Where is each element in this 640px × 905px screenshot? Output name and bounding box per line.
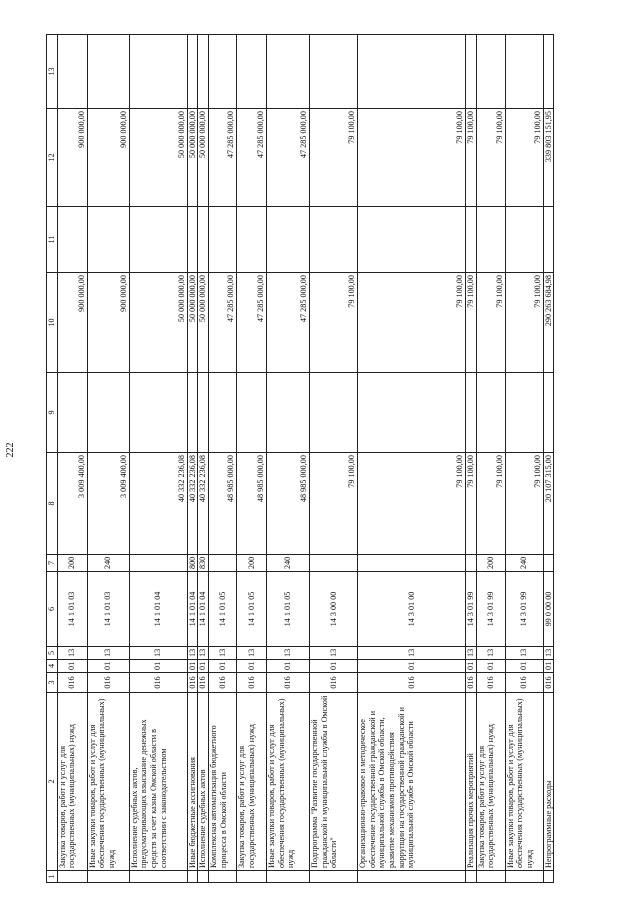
column-header-2: 2 [47,693,58,871]
table-row [237,35,267,883]
column-header-10: 10 [47,273,58,373]
cell-col8: 48 985 000,00 [209,453,237,555]
cell-section: 01 [267,660,310,673]
cell-subsection: 13 [198,647,209,660]
cell-col8: 48 985 000,00 [267,453,310,555]
cell-col13 [358,35,466,109]
cell-col9 [358,373,466,453]
cell-subsection: 13 [476,647,505,660]
header-row [47,35,58,883]
cell-col9 [187,373,198,453]
cell-name: Закупка товаров, работ и услуг для государственных (муниципальных) нужд [57,693,87,871]
cell-col11 [543,207,554,273]
cell-target-article: 14 1 01 05 [267,572,310,647]
cell-expense-type: 200 [476,555,505,572]
column-header-7: 7 [47,555,58,572]
table-row [466,35,477,883]
cell-col13 [209,35,237,109]
cell-col1 [466,871,477,883]
column-header-12: 12 [47,109,58,207]
cell-target-article: 14 1 01 04 [129,572,187,647]
column-header-4: 4 [47,660,58,673]
cell-target-article: 14 3 01 99 [466,572,477,647]
cell-subsection: 13 [358,647,466,660]
cell-admin-code: 016 [87,673,129,693]
cell-section: 01 [358,660,466,673]
cell-col1 [187,871,198,883]
cell-subsection: 13 [87,647,129,660]
cell-col1 [267,871,310,883]
cell-subsection: 13 [57,647,87,660]
cell-col13 [57,35,87,109]
cell-section: 01 [209,660,237,673]
budget-table [46,34,554,883]
cell-target-article: 14 1 01 04 [187,572,198,647]
cell-name: Закупка товаров, работ и услуг для государственных (муниципальных) нужд [476,693,505,871]
cell-col1 [358,871,466,883]
cell-admin-code: 016 [505,673,543,693]
cell-col9 [209,373,237,453]
cell-section: 01 [466,660,477,673]
cell-col12: 900 000,00 [57,109,87,207]
cell-section: 01 [198,660,209,673]
cell-col10: 79 100,00 [476,273,505,373]
cell-expense-type: 240 [267,555,310,572]
table-row [198,35,209,883]
cell-col10: 290 263 684,98 [543,273,554,373]
cell-col1 [505,871,543,883]
cell-subsection: 13 [267,647,310,660]
cell-col13 [310,35,358,109]
cell-subsection: 13 [505,647,543,660]
table-row [267,35,310,883]
cell-col13 [543,35,554,109]
cell-subsection: 13 [187,647,198,660]
cell-col9 [505,373,543,453]
column-header-5: 5 [47,647,58,660]
cell-col10: 47 285 000,00 [237,273,267,373]
cell-col9 [267,373,310,453]
cell-col10: 79 100,00 [505,273,543,373]
column-header-6: 6 [47,572,58,647]
cell-subsection: 13 [237,647,267,660]
cell-col9 [237,373,267,453]
cell-target-article: 99 0 00 00 [543,572,554,647]
cell-name: Реализация прочих мероприятий [466,693,477,871]
cell-col8: 48 985 000,00 [237,453,267,555]
cell-name: Непрограммные расходы [543,693,554,871]
cell-col10: 900 000,00 [87,273,129,373]
cell-admin-code: 016 [129,673,187,693]
cell-subsection: 13 [310,647,358,660]
cell-col13 [237,35,267,109]
cell-section: 01 [237,660,267,673]
cell-col13 [129,35,187,109]
cell-expense-type: 240 [505,555,543,572]
cell-col8: 3 009 400,00 [87,453,129,555]
cell-col1 [87,871,129,883]
cell-col8: 20 107 315,00 [543,453,554,555]
cell-name: Иные закупки товаров, работ и услуг для обеспечения государственных (муниципальных) нужд [87,693,129,871]
cell-col10: 50 000 000,00 [198,273,209,373]
cell-col10: 50 000 000,00 [187,273,198,373]
cell-col13 [505,35,543,109]
table-row [505,35,543,883]
table-row [187,35,198,883]
cell-col8: 40 332 236,08 [198,453,209,555]
cell-name: Организационно-правовое и методическое обеспечение государственной гражданской и муниципальной службы в Омской области, развитие механизмов противодействия коррупции на государственной гражданской и муниципальной службе в Омской области [358,693,466,871]
column-header-11: 11 [47,207,58,273]
cell-col13 [87,35,129,109]
cell-admin-code: 016 [476,673,505,693]
cell-name: Исполнение судебных актов, предусматривающих взыскание денежных средств за счет казны Омской области в соответствии с законодательством [129,693,187,871]
cell-col8: 79 100,00 [358,453,466,555]
cell-subsection: 13 [129,647,187,660]
cell-name: Закупка товаров, работ и услуг для государственных (муниципальных) нужд [237,693,267,871]
cell-col11 [358,207,466,273]
cell-col8: 79 100,00 [476,453,505,555]
table-row [476,35,505,883]
cell-admin-code: 016 [466,673,477,693]
cell-section: 01 [543,660,554,673]
cell-col12: 900 000,00 [87,109,129,207]
cell-admin-code: 016 [310,673,358,693]
cell-expense-type [358,555,466,572]
cell-col9 [476,373,505,453]
cell-col1 [209,871,237,883]
cell-col12: 79 100,00 [310,109,358,207]
cell-col11 [209,207,237,273]
cell-col12: 50 000 000,00 [198,109,209,207]
cell-col10: 900 000,00 [57,273,87,373]
column-header-9: 9 [47,373,58,453]
cell-col9 [543,373,554,453]
cell-section: 01 [57,660,87,673]
cell-col11 [129,207,187,273]
cell-col1 [237,871,267,883]
cell-expense-type [129,555,187,572]
cell-col1 [198,871,209,883]
table-row [543,35,554,883]
cell-col11 [505,207,543,273]
cell-admin-code: 016 [198,673,209,693]
cell-col10: 79 100,00 [310,273,358,373]
cell-col10: 47 285 000,00 [267,273,310,373]
cell-col10: 79 100,00 [466,273,477,373]
cell-section: 01 [505,660,543,673]
cell-col12: 47 285 000,00 [237,109,267,207]
cell-target-article: 14 3 01 00 [358,572,466,647]
table-row [87,35,129,883]
column-header-1: 1 [47,871,58,883]
cell-admin-code: 016 [209,673,237,693]
cell-admin-code: 016 [57,673,87,693]
cell-admin-code: 016 [237,673,267,693]
cell-col11 [476,207,505,273]
budget-table-sheet [46,35,638,883]
table-row [310,35,358,883]
cell-target-article: 14 1 01 03 [87,572,129,647]
cell-col12: 47 285 000,00 [209,109,237,207]
cell-col1 [57,871,87,883]
cell-col1 [129,871,187,883]
cell-col12: 79 100,00 [505,109,543,207]
cell-section: 01 [187,660,198,673]
cell-col11 [187,207,198,273]
cell-name: Иные закупки товаров, работ и услуг для обеспечения государственных (муниципальных) нужд [267,693,310,871]
cell-admin-code: 016 [358,673,466,693]
cell-target-article: 14 1 01 05 [209,572,237,647]
cell-col11 [57,207,87,273]
cell-section: 01 [310,660,358,673]
cell-subsection: 13 [543,647,554,660]
cell-col12: 50 000 000,00 [187,109,198,207]
cell-target-article: 14 3 01 99 [505,572,543,647]
cell-target-article: 14 1 01 05 [237,572,267,647]
cell-col11 [87,207,129,273]
cell-target-article: 14 3 00 00 [310,572,358,647]
cell-name: Комплексная автоматизация бюджетного процесса в Омской области [209,693,237,871]
cell-col13 [466,35,477,109]
cell-col1 [476,871,505,883]
cell-col9 [87,373,129,453]
cell-col12: 79 100,00 [476,109,505,207]
cell-col13 [198,35,209,109]
cell-col1 [310,871,358,883]
cell-subsection: 13 [466,647,477,660]
cell-expense-type [209,555,237,572]
cell-col13 [476,35,505,109]
cell-col9 [198,373,209,453]
cell-expense-type [310,555,358,572]
cell-subsection: 13 [209,647,237,660]
table-row [209,35,237,883]
cell-col10: 47 285 000,00 [209,273,237,373]
cell-admin-code: 016 [187,673,198,693]
cell-name: Иные закупки товаров, работ и услуг для обеспечения государственных (муниципальных) нужд [505,693,543,871]
cell-expense-type: 240 [87,555,129,572]
cell-expense-type: 800 [187,555,198,572]
cell-col1 [543,871,554,883]
table-row [57,35,87,883]
cell-target-article: 14 1 01 03 [57,572,87,647]
cell-expense-type: 200 [237,555,267,572]
cell-col10: 50 000 000,00 [129,273,187,373]
cell-admin-code: 016 [543,673,554,693]
cell-col8: 3 009 400,00 [57,453,87,555]
table-row [129,35,187,883]
cell-col8: 79 100,00 [310,453,358,555]
cell-section: 01 [129,660,187,673]
cell-col12: 79 100,00 [358,109,466,207]
cell-col12: 47 285 000,00 [267,109,310,207]
column-header-3: 3 [47,673,58,693]
column-header-8: 8 [47,453,58,555]
cell-section: 01 [476,660,505,673]
cell-expense-type [466,555,477,572]
cell-expense-type: 830 [198,555,209,572]
cell-section: 01 [87,660,129,673]
cell-expense-type [543,555,554,572]
cell-target-article: 14 1 01 04 [198,572,209,647]
cell-col8: 79 100,00 [466,453,477,555]
cell-col11 [310,207,358,273]
column-header-13: 13 [47,35,58,109]
cell-col11 [267,207,310,273]
cell-col11 [466,207,477,273]
cell-col8: 79 100,00 [505,453,543,555]
cell-col12: 50 000 000,00 [129,109,187,207]
cell-col8: 40 332 236,08 [187,453,198,555]
table-row [358,35,466,883]
cell-name: Иные бюджетные ассигнования [187,693,198,871]
cell-col13 [187,35,198,109]
cell-target-article: 14 3 01 99 [476,572,505,647]
cell-col10: 79 100,00 [358,273,466,373]
cell-col9 [466,373,477,453]
cell-col12: 339 803 151,95 [543,109,554,207]
cell-name: Подпрограмма "Развитие государственной гражданской и муниципальной службы в Омской области" [310,693,358,871]
cell-expense-type: 200 [57,555,87,572]
cell-col12: 79 100,00 [466,109,477,207]
cell-col9 [310,373,358,453]
cell-col9 [129,373,187,453]
cell-col8: 40 332 236,08 [129,453,187,555]
cell-col11 [237,207,267,273]
cell-col13 [267,35,310,109]
cell-admin-code: 016 [267,673,310,693]
cell-col9 [57,373,87,453]
page-number: 222 [5,442,16,458]
cell-name: Исполнение судебных актов [198,693,209,871]
cell-col11 [198,207,209,273]
